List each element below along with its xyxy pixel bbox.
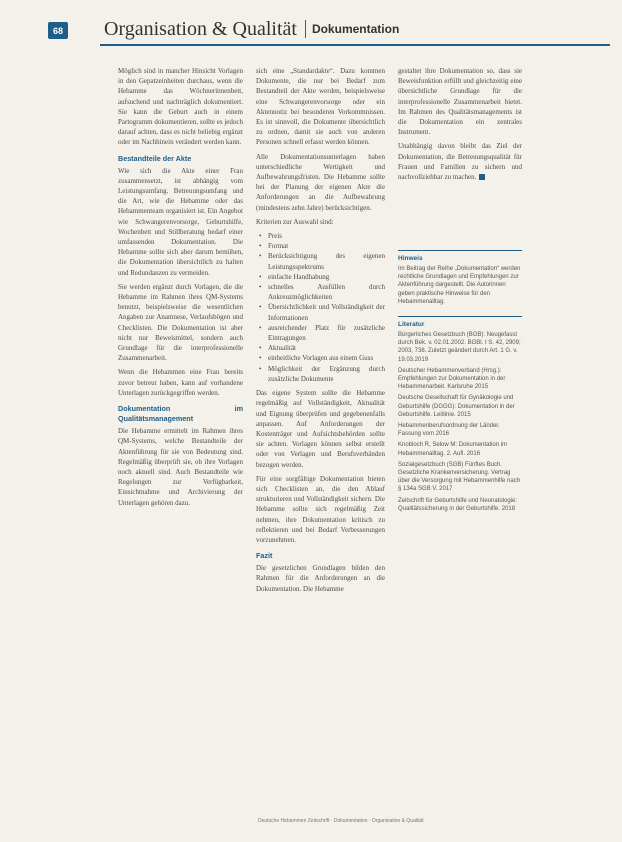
box-heading: Literatur	[398, 321, 425, 328]
title-separator	[305, 20, 306, 38]
list-item: • ausreichender Platz für zusätzliche Eintragungen	[268, 323, 385, 343]
list-item: • Übersichtlichkeit und Vollständigkeit der Informationen	[268, 302, 385, 322]
paragraph: Sie werden ergänzt durch Vorlagen, die die Hebamme im Rahmen ihres QM-Systems benutzt, beispielsweise die wesentlichen Angaben zur Anamnese, Verlaufsbögen und Checklisten. Die Dokumentation ist aber nicht nur Beweismittel, sondern auch Grundlage für die interprofessionelle Zusammenarbeit.	[118, 282, 243, 363]
note-box	[398, 250, 522, 309]
paragraph-text: Unabhängig davon bleibt das Ziel der Dokumentation, die Betreuungsqualität für Frauen und Familien zu sichern und nachvollziehbar zu machen.	[398, 142, 522, 182]
paragraph: Die gesetzlichen Grundlagen bilden den Rahmen für die Anforderungen an die Dokumentation. Die Hebamme	[256, 564, 385, 593]
paragraph: Alle Dokumentationsunterlagen haben unterschiedliche Wertigkeit und Aufbewahrungsfristen. Die Hebamme sollte bei der Planung der eigenen Akte die Anforderungen an die Aufbewahrung (mindestens zehn Jahre) berücksichtigen.	[256, 152, 385, 212]
list-item: • schnelles Ausfüllen durch Ankreuzmöglichkeiten	[268, 282, 385, 302]
list-item: • Möglichkeit der Ergänzung durch zusätzliche Dokumente	[268, 364, 385, 384]
paragraph: gestaltet ihre Dokumentation so, dass sie Beweisfunktion erfüllt und gleichzeitig eine übersichtliche Grundlage für die interprofessionelle Zusammenarbeit bietet. Im Rahmen des Qualitätsmanagements ist die Dokumentation ein zentrales Instrument.	[398, 67, 522, 137]
list-item: • Aktualität	[268, 343, 385, 353]
box-heading: Hinweis	[398, 255, 423, 262]
column-1	[118, 66, 243, 512]
literature-entry: Hebammenberufsordnung der Länder. Fassung vom 2016	[398, 423, 500, 438]
footer: Deutsche Hebammen Zeitschrift · Dokumentation · Organisation & Qualität	[258, 818, 424, 824]
paragraph: Die Hebamme ermittelt im Rahmen ihres QM-Systems, welche Bestandteile der Aktenführung für sie von Bedeutung sind. Regelmäßig überprüft sie, ob ihre Vorlagen noch aktuell sind. Auch Bestandteile wie Regelungen zur Verfügbarkeit, Einsichtnahme und Archivierung der Unterlagen gehören dazu.	[118, 427, 243, 507]
literature-box	[398, 316, 522, 516]
section-heading: Dokumentation im Qualitätsmanagement	[118, 404, 243, 424]
title-text: Organisation & Qualität	[104, 18, 297, 40]
paragraph: Wenn die Hebammen eine Frau bereits zuvor betreut haben, kann auf vorhandene Unterlagen zurückgegriffen werden.	[118, 368, 243, 397]
paragraph: Wie sich die Akte einer Frau zusammensetzt, ist abhängig vom Leistungsumfang. Betreuungsumfang und die Art, wie die Hebamme oder das Hebammenteam organisiert ist. Ein Angebot wie Schwangerenvorsorge, Geburtshilfe, Wochenbett und Stillberatung bedarf einer umfassenden Dokumentation. Die Hebamme sollte sich aber darum bemühen, die Dokumentation übersichtlich zu halten und Redundanzen zu vermeiden.	[118, 166, 243, 277]
literature-entry: Bürgerliches Gesetzbuch (BGB): Neugefasst durch Bek. v. 02.01.2002. BGBl. I S. 42, 2909; 2003, 738. Zuletzt geändert durch Art. 1 G. v. 19.03.2019	[398, 332, 521, 363]
end-mark-icon	[479, 174, 485, 180]
list-item: • Format	[268, 241, 385, 251]
literature-entry: Zeitschrift für Geburtshilfe und Neonatologie: Qualitätssicherung in der Geburtshilfe. 2018	[398, 497, 518, 512]
list-intro: Kriterien zur Auswahl sind:	[256, 217, 334, 226]
column-2	[256, 66, 385, 598]
paragraph: sich eine „Standardakte“. Dazu kommen Dokumente, die nur bei Bedarf zum Bestandteil der Akte werden, beispielsweise eine Schwangerenvorsorge oder ein Aktennotiz bei besonderen Vorkommnissen. Es ist sinnvoll, die Dokumente übersichtlich zu ordnen, damit sie auch von anderen Personen schnell erfasst werden können.	[256, 67, 385, 147]
literature-entry: Sozialgesetzbuch (SGB) Fünftes Buch. Gesetzliche Krankenversicherung. Vertrag über die Versorgung mit Hebammenhilfe nach § 134a SGB V. 2017	[398, 461, 521, 493]
section-heading: Fazit	[256, 551, 273, 561]
paragraph: Für eine sorgfältige Dokumentation bieten sich Checklisten an, die den Ablauf strukturieren und Vollständigkeit sichern. Die Hebamme sollte sich regelmäßig Zeit nehmen, ihre Dokumentation kritisch zu reflektieren und bei Bedarf Verbesserungen vorzunehmen.	[256, 474, 385, 544]
list-item: • Preis	[268, 231, 385, 241]
literature-entry: Deutsche Gesellschaft für Gynäkologie und Geburtshilfe (DGGG): Dokumentation in der Geburtshilfe. Leitlinie. 2015	[398, 395, 515, 418]
list-item: • einfache Handhabung	[268, 272, 385, 282]
column-3	[398, 66, 522, 186]
section-label: Dokumentation	[311, 22, 400, 36]
list-item: • Berücksichtigung des eigenen Leistungsspektrums	[268, 251, 385, 271]
criteria-list	[256, 231, 385, 384]
header-rule	[100, 44, 610, 46]
literature-entry: Deutscher Hebammenverband (Hrsg.): Empfehlungen zur Dokumentation in der Hebammenarbeit. Karlsruhe 2015	[398, 367, 506, 391]
literature-entry: Knobloch R, Selow M: Dokumentation im Hebammenalltag. 2. Aufl. 2016	[398, 442, 508, 457]
paragraph	[398, 141, 522, 182]
box-rule	[398, 316, 522, 317]
page-title	[104, 18, 399, 41]
list-item: • einheitliche Vorlagen aus einem Guss	[268, 353, 385, 363]
section-heading: Bestandteile der Akte	[118, 153, 192, 163]
page-number: 68	[48, 22, 68, 39]
box-rule	[398, 250, 522, 251]
box-text: Im Beitrag der Reihe „Dokumentation“ werden rechtliche Grundlagen und Empfehlungen zur Aktenführung dargestellt. Die Autorinnen geben praktische Hinweise für den Hebammenalltag.	[398, 266, 521, 305]
paragraph: Möglich sind in mancher Hinsicht Vorlagen in den Gepatzeinheiten durchaus, wenn die Hebamme das Wöchnerinnenbett, aufsuchend und nachträglich dokumentiert. Sie kann die Geburt auch in einem Partogramm dokumentieren, sollte es jedoch darauf achten, dass es nicht beliebig ergänzt oder im Nachhinein verändert werden kann.	[118, 67, 243, 147]
paragraph: Das eigene System sollte die Hebamme regelmäßig auf Vollständigkeit, Aktualität und Eignung überprüfen und gegebenenfalls anpassen. Auf Anforderungen der Kostenträger und Aufsichtsbehörden sollte sie achten. Vorlagen können selbst erstellt oder von Verlagen und Berufsverbänden bezogen werden.	[256, 389, 385, 469]
